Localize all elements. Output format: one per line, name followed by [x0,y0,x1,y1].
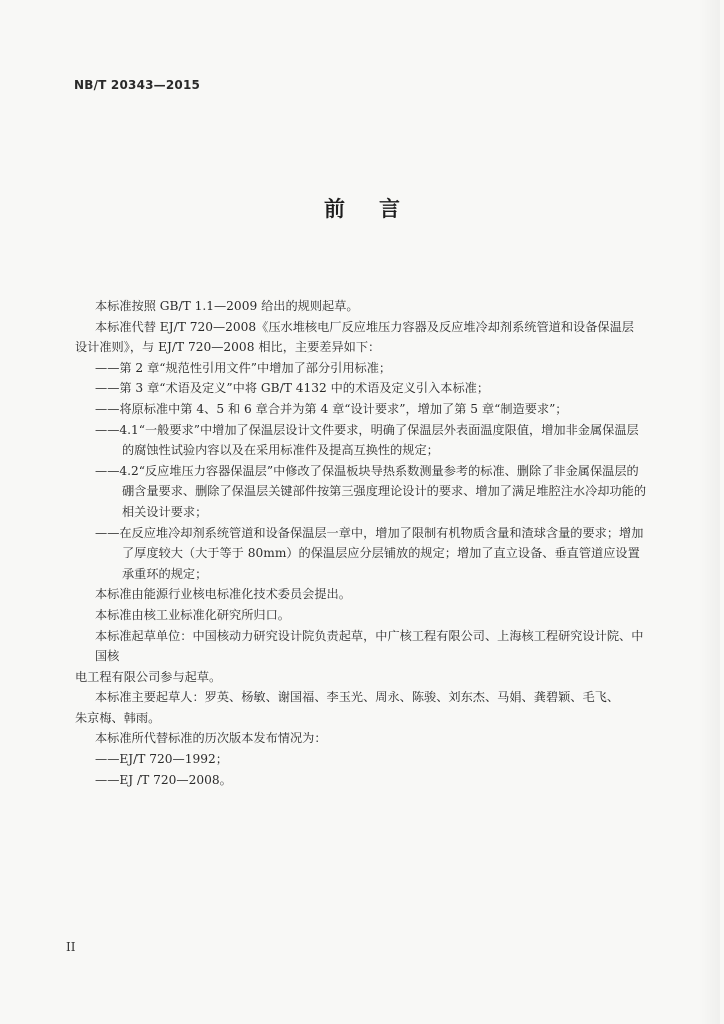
page-number: II [66,940,76,954]
list-item: ——EJ /T 720—2008。 [95,772,232,787]
scan-shadow [698,0,720,1024]
paragraph: 设计准则》，与 EJ/T 720—2008 相比，主要差异如下： [75,340,381,355]
list-item: ——第 3 章“术语及定义”中将 GB/T 4132 中的术语及定义引入本标准； [95,381,490,396]
paragraph: 本标准所代替标准的历次版本发布情况为： [95,731,327,746]
paragraph: 朱京梅、韩雨。 [75,710,161,725]
list-item: ——在反应堆冷却剂系统管道和设备保温层一章中，增加了限制有机物质含量和渣球含量的要求；增加了厚度较大（大于等于 80mm）的保温层应分层铺放的规定；增加了直立设备、垂直管道应设置承重环的规定； [95,525,644,581]
page-title: 前言 [324,197,434,221]
list-item: ——第 2 章“规范性引用文件”中增加了部分引用标准； [95,360,392,375]
list-item: ——EJ/T 720—1992； [95,752,228,767]
paragraph: 本标准由核工业标准化研究所归口。 [95,607,290,622]
paragraph: 本标准起草单位：中国核动力研究设计院负责起草，中广核工程有限公司、上海核工程研究设计院、中国核 [95,628,644,664]
paragraph: 本标准按照 GB/T 1.1—2009 给出的规则起草。 [95,299,359,313]
paragraph: 本标准代替 EJ/T 720—2008《压水堆核电厂反应堆压力容器及反应堆冷却剂系统管道和设备保温层 [95,319,634,334]
list-item: ——4.2“反应堆压力容器保温层”中修改了保温板块导热系数测量参考的标准、删除了非金属保温层的硼含量要求、删除了保温层关键部件按第三强度理论设计的要求、增加了满足堆腔注水冷却功能的相关设计要求； [95,463,647,519]
paragraph: 本标准由能源行业核电标准化技术委员会提出。 [95,587,351,602]
list-item: ——将原标准中第 4、5 和 6 章合并为第 4 章“设计要求”，增加了第 5 章“制造要求”； [95,401,568,416]
document-body [75,296,650,790]
standard-code: NB/T 20343—2015 [74,78,201,92]
paragraph: 电工程有限公司参与起草。 [75,669,222,684]
list-item: ——4.1“一般要求”中增加了保温层设计文件要求，明确了保温层外表面温度限值，增加非金属保温层的腐蚀性试验内容以及在采用标准件及提高互换性的规定； [95,422,639,458]
paragraph: 本标准主要起草人：罗英、杨敏、谢国福、李玉光、周永、陈骏、刘东杰、马娟、龚碧颖、毛飞、 [95,690,620,705]
